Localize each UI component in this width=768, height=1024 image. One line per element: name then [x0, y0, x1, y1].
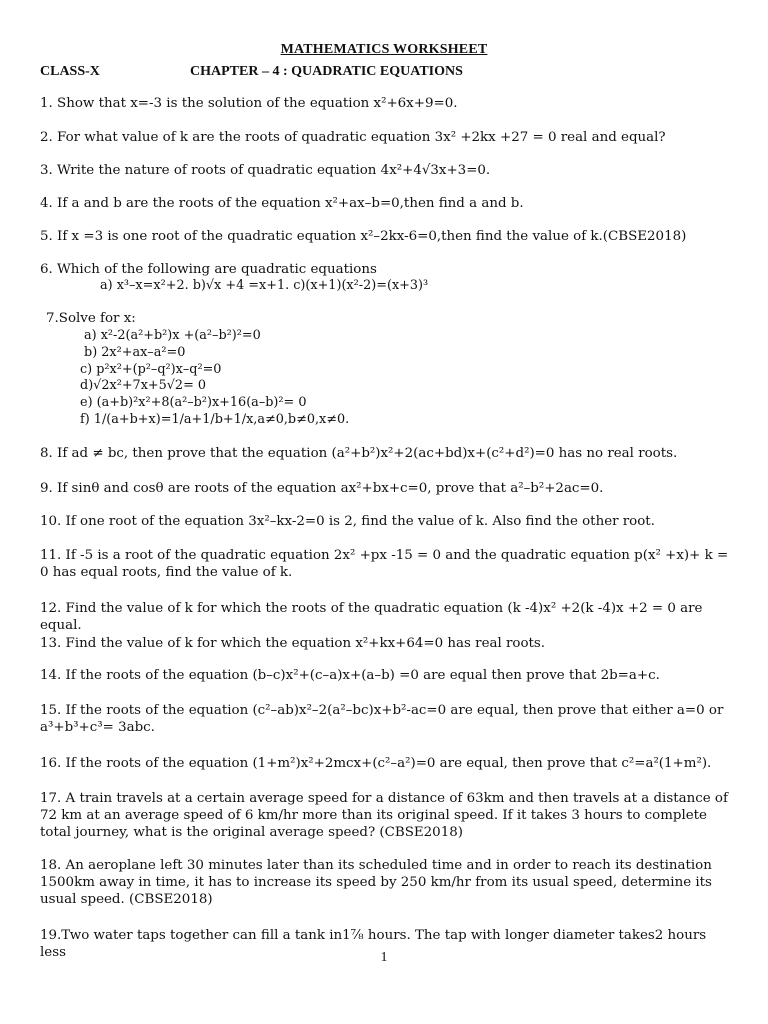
question-7-part-f: f) 1/(a+b+x)=1/a+1/b+1/x,a≠0,b≠0,x≠0.	[80, 412, 350, 427]
question-7-part-a: a) x²-2(a²+b²)x +(a²–b²)²=0	[84, 328, 261, 343]
question-3: 3. Write the nature of roots of quadratic equation 4x²+4√3x+3=0.	[40, 163, 491, 178]
question-7: 7.Solve for x:	[46, 311, 136, 326]
question-12: 12. Find the value of k for which the roots of the quadratic equation (k -4)x² +2(k -4)x +2 = 0 are equal.	[40, 601, 703, 633]
question-7-part-b: b) 2x²+ax–a²=0	[84, 345, 186, 360]
worksheet-title: MATHEMATICS WORKSHEET	[280, 42, 488, 57]
class-label: CLASS-X	[40, 64, 100, 79]
question-18: 18. An aeroplane left 30 minutes later than its scheduled time and in order to reach its destination 1500km away in time, it has to increase its speed by 250 km/hr from its usual speed, determine its usual speed. (CBSE2018)	[40, 858, 712, 907]
page-number: 1	[380, 950, 388, 965]
question-6: 6. Which of the following are quadratic equations	[40, 262, 377, 277]
question-5: 5. If x =3 is one root of the quadratic equation x²–2kx-6=0,then find the value of k.(CBSE2018)	[40, 229, 687, 244]
question-9: 9. If sinθ and cosθ are roots of the equation ax²+bx+c=0, prove that a²–b²+2ac=0.	[40, 481, 604, 496]
question-11: 11. If -5 is a root of the quadratic equation 2x² +px -15 = 0 and the quadratic equation p(x² +x)+ k = 0 has equal roots, find the value of k.	[40, 548, 729, 580]
question-19: 19.Two water taps together can fill a tank in1⅞ hours. The tap with longer diameter takes2 hours less	[40, 928, 707, 960]
question-7-part-d: d)√2x²+7x+5√2= 0	[80, 378, 207, 393]
question-8: 8. If ad ≠ bc, then prove that the equation (a²+b²)x²+2(ac+bd)x+(c²+d²)=0 has no real roots.	[40, 446, 678, 461]
question-1: 1. Show that x=-3 is the solution of the equation x²+6x+9=0.	[40, 96, 458, 111]
question-7-part-c: c) p²x²+(p²–q²)x–q²=0	[80, 362, 222, 377]
question-17: 17. A train travels at a certain average speed for a distance of 63km and then travels at a distance of 72 km at an average speed of 6 km/hr more than its original speed. If it takes 3 hours to complete total journey, what is the original average speed? (CBSE2018)	[40, 791, 728, 840]
question-10: 10. If one root of the equation 3x²–kx-2=0 is 2, find the value of k. Also find the other root.	[40, 514, 655, 529]
question-6-options: a) x³–x=x²+2. b)√x +4 =x+1. c)(x+1)(x²-2)=(x+3)³	[100, 278, 429, 293]
question-15: 15. If the roots of the equation (c²–ab)x²–2(a²–bc)x+b²-ac=0 are equal, then prove that either a=0 or a³+b³+c³= 3abc.	[40, 703, 724, 735]
question-4: 4. If a and b are the roots of the equation x²+ax–b=0,then find a and b.	[40, 196, 524, 211]
chapter-heading: CHAPTER – 4 : QUADRATIC EQUATIONS	[190, 64, 463, 79]
question-14: 14. If the roots of the equation (b–c)x²+(c–a)x+(a–b) =0 are equal then prove that 2b=a+c.	[40, 668, 660, 683]
question-13: 13. Find the value of k for which the equation x²+kx+64=0 has real roots.	[40, 636, 546, 651]
question-2: 2. For what value of k are the roots of quadratic equation 3x² +2kx +27 = 0 real and equal?	[40, 130, 666, 145]
question-16: 16. If the roots of the equation (1+m²)x²+2mcx+(c²–a²)=0 are equal, then prove that c²=a²(1+m²).	[40, 756, 712, 771]
question-7-part-e: e) (a+b)²x²+8(a²–b²)x+16(a–b)²= 0	[80, 395, 307, 410]
